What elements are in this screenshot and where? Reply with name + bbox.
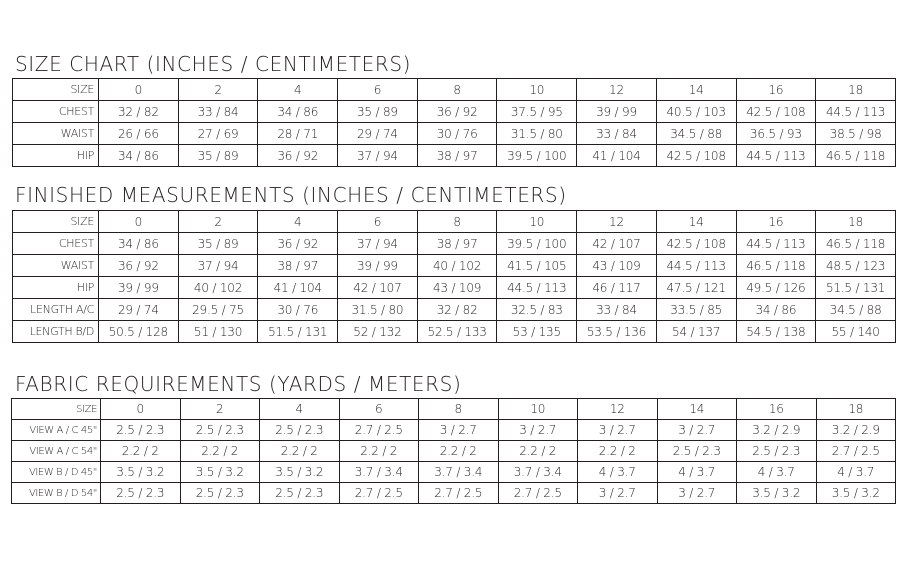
- measurement-cell: 38 / 97: [417, 233, 497, 255]
- row-label: WAIST: [13, 123, 99, 145]
- measurement-cell: 2.5 / 2.3: [101, 420, 181, 441]
- measurement-cell: 4 / 3.7: [657, 462, 737, 483]
- measurement-cell: 46.5 / 118: [736, 255, 816, 277]
- measurement-cell: 34.5 / 88: [816, 299, 896, 321]
- measurement-cell: 33 / 84: [178, 101, 258, 123]
- measurement-cell: 51.5 / 131: [816, 277, 896, 299]
- size-column-header: 0: [99, 79, 179, 101]
- measurement-cell: 51 / 130: [178, 321, 258, 343]
- measurement-cell: 31.5 / 80: [338, 299, 418, 321]
- measurement-cell: 31.5 / 80: [497, 123, 577, 145]
- measurement-cell: 34 / 86: [736, 299, 816, 321]
- measurement-cell: 3.7 / 3.4: [498, 462, 578, 483]
- row-label: VIEW A / C 45": [12, 420, 101, 441]
- size-column-header: 14: [656, 211, 736, 233]
- measurement-cell: 43 / 109: [577, 255, 657, 277]
- measurement-cell: 49.5 / 126: [736, 277, 816, 299]
- measurement-cell: 2.5 / 2.3: [657, 441, 737, 462]
- measurement-cell: 4 / 3.7: [816, 462, 896, 483]
- measurement-cell: 30 / 76: [258, 299, 338, 321]
- measurement-cell: 43 / 109: [417, 277, 497, 299]
- measurement-cell: 3 / 2.7: [578, 483, 658, 504]
- measurement-cell: 37 / 94: [338, 145, 418, 167]
- size-column-header: 18: [816, 399, 896, 420]
- size-column-header: 0: [101, 399, 181, 420]
- size-header-row: [13, 79, 896, 101]
- measurement-cell: 44.5 / 113: [816, 101, 896, 123]
- measurement-cell: 50.5 / 128: [99, 321, 179, 343]
- measurement-cell: 42.5 / 108: [736, 101, 816, 123]
- size-column-header: 16: [737, 399, 817, 420]
- measurement-cell: 34 / 86: [258, 101, 338, 123]
- size-column-header: 0: [99, 211, 179, 233]
- measurement-cell: 46.5 / 118: [816, 233, 896, 255]
- size-column-header: 2: [180, 399, 260, 420]
- row-label: VIEW A / C 54": [12, 441, 101, 462]
- measurement-cell: 2.5 / 2.3: [260, 420, 340, 441]
- size-column-header: 4: [258, 211, 338, 233]
- measurement-cell: 32 / 82: [417, 299, 497, 321]
- table-row: [12, 420, 896, 441]
- measurement-cell: 3 / 2.7: [498, 420, 578, 441]
- measurement-cell: 36 / 92: [258, 233, 338, 255]
- measurement-cell: 30 / 76: [417, 123, 497, 145]
- measurement-cell: 38 / 97: [258, 255, 338, 277]
- table-row: [13, 321, 896, 343]
- size-column-header: 14: [657, 399, 737, 420]
- row-label: HIP: [13, 277, 99, 299]
- measurement-cell: 2.5 / 2.3: [260, 483, 340, 504]
- finished-measurements-table: [12, 210, 896, 343]
- measurement-cell: 53 / 135: [497, 321, 577, 343]
- measurement-cell: 51.5 / 131: [258, 321, 338, 343]
- row-label: HIP: [13, 145, 99, 167]
- measurement-cell: 44.5 / 113: [736, 145, 816, 167]
- measurement-cell: 3.5 / 3.2: [816, 483, 896, 504]
- measurement-cell: 36.5 / 93: [736, 123, 816, 145]
- table-row: [12, 462, 896, 483]
- measurement-cell: 3 / 2.7: [657, 420, 737, 441]
- measurement-cell: 2.5 / 2.3: [180, 420, 260, 441]
- measurement-cell: 39.5 / 100: [497, 233, 577, 255]
- measurement-cell: 2.7 / 2.5: [339, 483, 419, 504]
- size-column-header: 10: [497, 211, 577, 233]
- measurement-cell: 3 / 2.7: [657, 483, 737, 504]
- measurement-cell: 48.5 / 123: [816, 255, 896, 277]
- row-label: LENGTH A/C: [13, 299, 99, 321]
- measurement-cell: 33.5 / 85: [656, 299, 736, 321]
- measurement-cell: 40.5 / 103: [656, 101, 736, 123]
- measurement-cell: 26 / 66: [99, 123, 179, 145]
- table-row: [13, 255, 896, 277]
- size-header-row: [13, 211, 896, 233]
- size-column-header: 6: [338, 79, 418, 101]
- table-row: [13, 233, 896, 255]
- measurement-cell: 2.2 / 2: [339, 441, 419, 462]
- measurement-cell: 40 / 102: [178, 277, 258, 299]
- size-column-header: 12: [578, 399, 658, 420]
- measurement-cell: 2.7 / 2.5: [498, 483, 578, 504]
- measurement-cell: 39 / 99: [99, 277, 179, 299]
- measurement-cell: 42.5 / 108: [656, 145, 736, 167]
- measurement-cell: 55 / 140: [816, 321, 896, 343]
- measurement-cell: 40 / 102: [417, 255, 497, 277]
- size-column-header: 8: [419, 399, 499, 420]
- measurement-cell: 44.5 / 113: [497, 277, 577, 299]
- size-column-header: 6: [339, 399, 419, 420]
- row-label: VIEW B / D 54": [12, 483, 101, 504]
- measurement-cell: 2.2 / 2: [101, 441, 181, 462]
- measurement-cell: 35 / 89: [178, 233, 258, 255]
- size-column-header: 12: [577, 79, 657, 101]
- measurement-cell: 3.7 / 3.4: [339, 462, 419, 483]
- measurement-cell: 47.5 / 121: [656, 277, 736, 299]
- measurement-cell: 29.5 / 75: [178, 299, 258, 321]
- measurement-cell: 42 / 107: [338, 277, 418, 299]
- measurement-cell: 2.7 / 2.5: [339, 420, 419, 441]
- size-header-label: SIZE: [13, 79, 99, 101]
- size-column-header: 18: [816, 211, 896, 233]
- measurement-cell: 41 / 104: [577, 145, 657, 167]
- size-column-header: 4: [260, 399, 340, 420]
- measurement-cell: 3.5 / 3.2: [737, 483, 817, 504]
- size-column-header: 16: [736, 211, 816, 233]
- table-row: [13, 277, 896, 299]
- measurement-cell: 52 / 132: [338, 321, 418, 343]
- measurement-cell: 33 / 84: [577, 299, 657, 321]
- fabric-requirements-table: [11, 398, 896, 504]
- size-header-label: SIZE: [12, 399, 101, 420]
- measurement-cell: 2.5 / 2.3: [737, 441, 817, 462]
- measurement-cell: 2.2 / 2: [578, 441, 658, 462]
- measurement-cell: 54.5 / 138: [736, 321, 816, 343]
- measurement-cell: 37 / 94: [178, 255, 258, 277]
- measurement-cell: 46.5 / 118: [816, 145, 896, 167]
- row-label: CHEST: [13, 101, 99, 123]
- measurement-cell: 52.5 / 133: [417, 321, 497, 343]
- measurement-cell: 3.5 / 3.2: [101, 462, 181, 483]
- table-row: [13, 145, 896, 167]
- size-header-label: SIZE: [13, 211, 99, 233]
- size-column-header: 6: [338, 211, 418, 233]
- measurement-cell: 42.5 / 108: [656, 233, 736, 255]
- measurement-cell: 2.7 / 2.5: [816, 441, 896, 462]
- size-column-header: 12: [577, 211, 657, 233]
- size-chart-table: [12, 78, 896, 167]
- measurement-cell: 3.5 / 3.2: [260, 462, 340, 483]
- table-row: [12, 441, 896, 462]
- size-column-header: 8: [417, 79, 497, 101]
- measurement-cell: 3 / 2.7: [419, 420, 499, 441]
- size-column-header: 18: [816, 79, 896, 101]
- measurement-cell: 4 / 3.7: [578, 462, 658, 483]
- measurement-cell: 53.5 / 136: [577, 321, 657, 343]
- measurement-cell: 2.5 / 2.3: [180, 483, 260, 504]
- size-chart-title: SIZE CHART (INCHES / CENTIMETERS): [15, 52, 412, 76]
- measurement-cell: 3.5 / 3.2: [180, 462, 260, 483]
- size-column-header: 10: [498, 399, 578, 420]
- measurement-cell: 2.2 / 2: [260, 441, 340, 462]
- table-row: [12, 483, 896, 504]
- measurement-cell: 28 / 71: [258, 123, 338, 145]
- measurement-cell: 39 / 99: [577, 101, 657, 123]
- row-label: WAIST: [13, 255, 99, 277]
- measurement-cell: 36 / 92: [417, 101, 497, 123]
- measurement-cell: 27 / 69: [178, 123, 258, 145]
- measurement-cell: 41.5 / 105: [497, 255, 577, 277]
- measurement-cell: 2.2 / 2: [419, 441, 499, 462]
- measurement-cell: 3 / 2.7: [578, 420, 658, 441]
- measurement-cell: 32.5 / 83: [497, 299, 577, 321]
- size-column-header: 10: [497, 79, 577, 101]
- measurement-cell: 42 / 107: [577, 233, 657, 255]
- table-row: [13, 101, 896, 123]
- measurement-cell: 32 / 82: [99, 101, 179, 123]
- measurement-cell: 3.2 / 2.9: [737, 420, 817, 441]
- size-column-header: 2: [178, 211, 258, 233]
- measurement-cell: 41 / 104: [258, 277, 338, 299]
- fabric-requirements-title: FABRIC REQUIREMENTS (YARDS / METERS): [15, 372, 462, 396]
- measurement-cell: 35 / 89: [338, 101, 418, 123]
- size-column-header: 8: [417, 211, 497, 233]
- measurement-cell: 34 / 86: [99, 233, 179, 255]
- measurement-cell: 34 / 86: [99, 145, 179, 167]
- measurement-cell: 2.2 / 2: [498, 441, 578, 462]
- measurement-cell: 36 / 92: [99, 255, 179, 277]
- measurement-cell: 44.5 / 113: [736, 233, 816, 255]
- size-column-header: 14: [656, 79, 736, 101]
- measurement-cell: 35 / 89: [178, 145, 258, 167]
- measurement-cell: 2.7 / 2.5: [419, 483, 499, 504]
- measurement-cell: 3.2 / 2.9: [816, 420, 896, 441]
- size-column-header: 4: [258, 79, 338, 101]
- measurement-cell: 34.5 / 88: [656, 123, 736, 145]
- measurement-cell: 3.7 / 3.4: [419, 462, 499, 483]
- measurement-cell: 2.5 / 2.3: [101, 483, 181, 504]
- finished-measurements-title: FINISHED MEASUREMENTS (INCHES / CENTIMETERS): [15, 183, 567, 207]
- measurement-cell: 29 / 74: [99, 299, 179, 321]
- measurement-cell: 44.5 / 113: [656, 255, 736, 277]
- measurement-cell: 46 / 117: [577, 277, 657, 299]
- measurement-cell: 38.5 / 98: [816, 123, 896, 145]
- row-label: VIEW B / D 45": [12, 462, 101, 483]
- measurement-cell: 37 / 94: [338, 233, 418, 255]
- table-row: [13, 123, 896, 145]
- measurement-cell: 33 / 84: [577, 123, 657, 145]
- row-label: CHEST: [13, 233, 99, 255]
- measurement-cell: 36 / 92: [258, 145, 338, 167]
- measurement-cell: 29 / 74: [338, 123, 418, 145]
- measurement-cell: 37.5 / 95: [497, 101, 577, 123]
- measurement-cell: 38 / 97: [417, 145, 497, 167]
- measurement-cell: 4 / 3.7: [737, 462, 817, 483]
- measurement-cell: 39 / 99: [338, 255, 418, 277]
- row-label: LENGTH B/D: [13, 321, 99, 343]
- table-row: [13, 299, 896, 321]
- size-column-header: 16: [736, 79, 816, 101]
- size-header-row: [12, 399, 896, 420]
- measurement-cell: 2.2 / 2: [180, 441, 260, 462]
- size-column-header: 2: [178, 79, 258, 101]
- measurement-cell: 39.5 / 100: [497, 145, 577, 167]
- measurement-cell: 54 / 137: [656, 321, 736, 343]
